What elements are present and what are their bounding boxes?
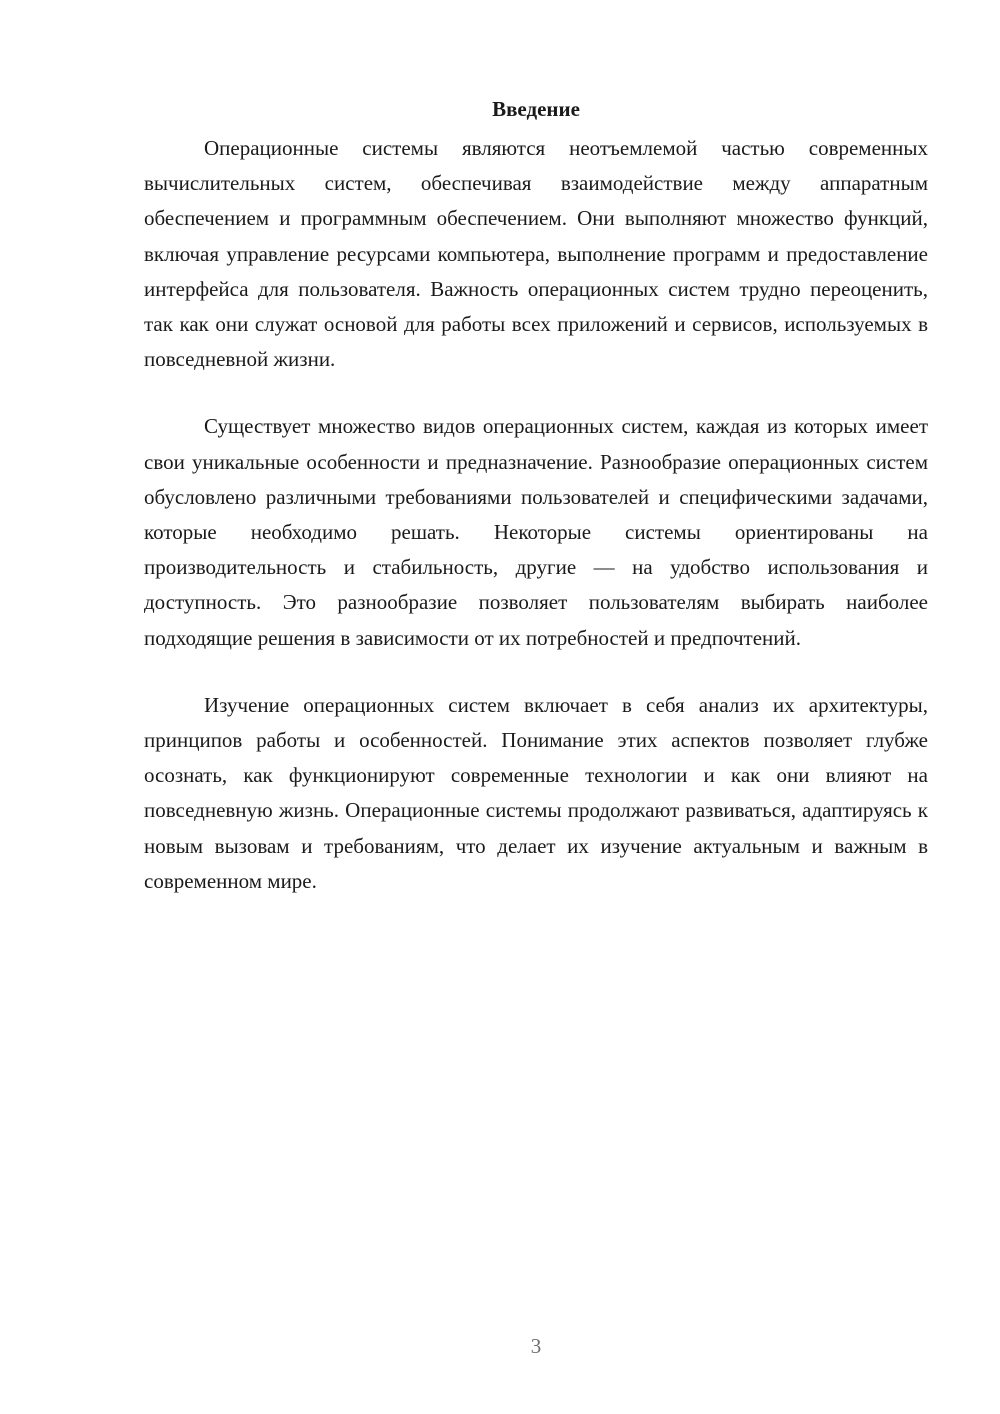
section-heading: Введение (492, 97, 580, 121)
paragraph-2: Существует множество видов операционных систем, каждая из которых имеет свои уникальные особенности и предназначение. Разнообразие операционных систем обусловлено различными требованиями пользователей и специфическими задачами, которые необходимо решать. Некоторые системы ориентированы на производительность и стабильность, другие — на удобство использования и доступность. Это разнообразие позволяет пользователям выбирать наиболее подходящие решения в зависимости от их потребностей и предпочтений. (144, 414, 928, 650)
paragraph-1: Операционные системы являются неотъемлемой частью современных вычислительных систем, обеспечивая взаимодействие между аппаратным обеспечением и программным обеспечением. Они выполняют множество функций, включая управление ресурсами компьютера, выполнение программ и предоставление интерфейса для пользователя. Важность операционных систем трудно переоценить, так как они служат основой для работы всех приложений и сервисов, используемых в повседневной жизни. (144, 136, 928, 372)
paragraph-3: Изучение операционных систем включает в себя анализ их архитектуры, принципов работы и особенностей. Понимание этих аспектов позволяет глубже осознать, как функционируют современные технологии и как они влияют на повседневную жизнь. Операционные системы продолжают развиваться, адаптируясь к новым вызовам и требованиям, что делает их изучение актуальным и важным в современном мире. (144, 692, 928, 893)
page-content (144, 92, 928, 931)
page-number: 3 (530, 1334, 542, 1358)
